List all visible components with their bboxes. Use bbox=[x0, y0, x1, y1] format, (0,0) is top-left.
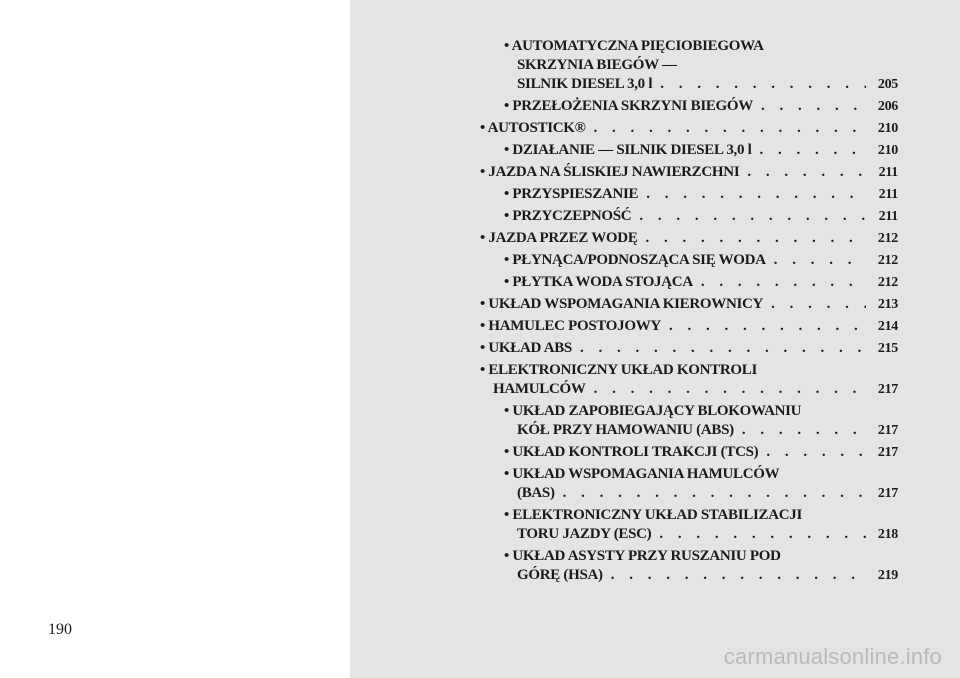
toc-entry-page: 217 bbox=[877, 382, 898, 397]
toc-entry[interactable] bbox=[480, 251, 898, 270]
toc-entry[interactable] bbox=[480, 443, 898, 462]
toc-entry[interactable] bbox=[480, 402, 898, 440]
toc-entry-row bbox=[504, 185, 898, 204]
dot-leader bbox=[761, 97, 866, 116]
toc-entry-title: HAMULCÓW bbox=[493, 381, 586, 397]
dot-leader bbox=[747, 163, 866, 182]
toc-entry[interactable] bbox=[480, 185, 898, 204]
toc-entry-title: • HAMULEC POSTOJOWY bbox=[480, 318, 661, 334]
toc-entry-page: 217 bbox=[877, 423, 898, 438]
dot-leader bbox=[659, 525, 866, 544]
toc-entry[interactable] bbox=[480, 273, 898, 292]
toc-entry-page: 211 bbox=[878, 165, 898, 180]
toc-entry-row bbox=[504, 443, 898, 462]
toc-entry[interactable] bbox=[480, 37, 898, 94]
toc-entry-row bbox=[480, 295, 898, 314]
toc-entry-page: 213 bbox=[877, 297, 898, 312]
page-number: 190 bbox=[48, 621, 72, 638]
toc-entry-title-line: • UKŁAD WSPOMAGANIA HAMULCÓW bbox=[504, 466, 780, 482]
dot-leader bbox=[611, 566, 866, 585]
toc-entry-title: • PRZYCZEPNOŚĆ bbox=[504, 208, 632, 224]
toc-entry-title: • UKŁAD KONTROLI TRAKCJI (TCS) bbox=[504, 444, 759, 460]
dot-leader bbox=[760, 141, 866, 160]
toc-entry[interactable] bbox=[480, 506, 898, 544]
toc-entry-page: 215 bbox=[877, 341, 898, 356]
toc-entry-page: 206 bbox=[877, 99, 898, 114]
toc-entry-title-line: • AUTOMATYCZNA PIĘCIOBIEGOWA bbox=[504, 38, 764, 54]
toc-entry-title: • JAZDA PRZEZ WODĘ bbox=[480, 230, 638, 246]
dot-leader bbox=[742, 421, 866, 440]
toc-entry-page: 212 bbox=[877, 231, 898, 246]
toc-entry-page: 217 bbox=[877, 486, 898, 501]
toc-entry[interactable] bbox=[480, 361, 898, 399]
toc-entry[interactable] bbox=[480, 119, 898, 138]
left-page bbox=[0, 0, 350, 678]
toc-entry-title-line: • ELEKTRONICZNY UKŁAD KONTROLI bbox=[480, 362, 757, 378]
dot-leader bbox=[563, 484, 866, 503]
toc-entry-title-line: • UKŁAD ASYSTY PRZY RUSZANIU POD bbox=[504, 548, 781, 564]
toc-entry-row bbox=[504, 97, 898, 116]
toc-entry-title: SILNIK DIESEL 3,0 l bbox=[517, 76, 653, 92]
toc-entry-title-line: • UKŁAD ZAPOBIEGAJĄCY BLOKOWANIU bbox=[504, 403, 802, 419]
toc-entry-row bbox=[504, 273, 898, 292]
toc-entry-title: TORU JAZDY (ESC) bbox=[517, 526, 652, 542]
dot-leader bbox=[639, 207, 866, 226]
toc-entry-title: KÓŁ PRZY HAMOWANIU (ABS) bbox=[517, 422, 734, 438]
toc-entry-title: • DZIAŁANIE — SILNIK DIESEL 3,0 l bbox=[504, 142, 752, 158]
toc-entry-row bbox=[480, 317, 898, 336]
toc-entry-title: • PŁYTKA WODA STOJĄCA bbox=[504, 274, 693, 290]
toc-entry-page: 219 bbox=[877, 568, 898, 583]
toc-entry-page: 212 bbox=[877, 253, 898, 268]
dot-leader bbox=[594, 380, 866, 399]
toc-entry-row bbox=[480, 119, 898, 138]
toc-entry-row bbox=[504, 566, 898, 585]
toc-entry[interactable] bbox=[480, 163, 898, 182]
dot-leader bbox=[766, 443, 866, 462]
toc-entry-page: 211 bbox=[878, 209, 898, 224]
table-of-contents bbox=[480, 37, 898, 588]
toc-entry-title: • PRZEŁOŻENIA SKRZYNI BIEGÓW bbox=[504, 98, 753, 114]
toc-entry-row bbox=[504, 421, 898, 440]
toc-entry-page: 212 bbox=[877, 275, 898, 290]
dot-leader bbox=[580, 339, 866, 358]
toc-entry-row bbox=[504, 525, 898, 544]
watermark: carmanualsonline.info bbox=[723, 644, 942, 669]
toc-entry-row bbox=[480, 163, 898, 182]
toc-entry-row bbox=[504, 207, 898, 226]
toc-entry-title: • UKŁAD ABS bbox=[480, 340, 572, 356]
toc-entry-title: GÓRĘ (HSA) bbox=[517, 567, 603, 583]
toc-entry-page: 217 bbox=[877, 445, 898, 460]
toc-entry-page: 210 bbox=[877, 143, 898, 158]
toc-entry-title: • PŁYNĄCA/PODNOSZĄCA SIĘ WODA bbox=[504, 252, 766, 268]
toc-entry-title: (BAS) bbox=[517, 485, 555, 501]
toc-entry-row bbox=[504, 75, 898, 94]
dot-leader bbox=[701, 273, 866, 292]
toc-entry-title: • UKŁAD WSPOMAGANIA KIEROWNICY bbox=[480, 296, 764, 312]
toc-entry[interactable] bbox=[480, 547, 898, 585]
toc-entry-page: 205 bbox=[877, 77, 898, 92]
dot-leader bbox=[771, 295, 866, 314]
toc-entry[interactable] bbox=[480, 141, 898, 160]
toc-entry-page: 210 bbox=[877, 121, 898, 136]
dot-leader bbox=[669, 317, 866, 336]
toc-entry-title-line: SKRZYNIA BIEGÓW — bbox=[517, 57, 677, 73]
toc-entry[interactable] bbox=[480, 339, 898, 358]
dot-leader bbox=[594, 119, 866, 138]
toc-entry-title: • AUTOSTICK® bbox=[480, 120, 586, 136]
toc-entry[interactable] bbox=[480, 229, 898, 248]
toc-entry-page: 214 bbox=[877, 319, 898, 334]
toc-entry[interactable] bbox=[480, 465, 898, 503]
toc-entry-row bbox=[504, 141, 898, 160]
toc-entry[interactable] bbox=[480, 97, 898, 116]
toc-entry-row bbox=[480, 339, 898, 358]
toc-entry-row bbox=[504, 251, 898, 270]
dot-leader bbox=[774, 251, 866, 270]
dot-leader bbox=[660, 75, 866, 94]
toc-entry[interactable] bbox=[480, 317, 898, 336]
toc-entry-row bbox=[504, 484, 898, 503]
toc-entry[interactable] bbox=[480, 207, 898, 226]
toc-entry-row bbox=[480, 229, 898, 248]
toc-entry-title: • JAZDA NA ŚLISKIEJ NAWIERZCHNI bbox=[480, 164, 740, 180]
toc-entry-title: • PRZYSPIESZANIE bbox=[504, 186, 639, 202]
toc-entry-title-line: • ELEKTRONICZNY UKŁAD STABILIZACJI bbox=[504, 507, 803, 523]
toc-entry-row bbox=[480, 380, 898, 399]
toc-entry-page: 211 bbox=[878, 187, 898, 202]
dot-leader bbox=[646, 229, 866, 248]
dot-leader bbox=[646, 185, 866, 204]
toc-entry[interactable] bbox=[480, 295, 898, 314]
toc-entry-page: 218 bbox=[877, 527, 898, 542]
